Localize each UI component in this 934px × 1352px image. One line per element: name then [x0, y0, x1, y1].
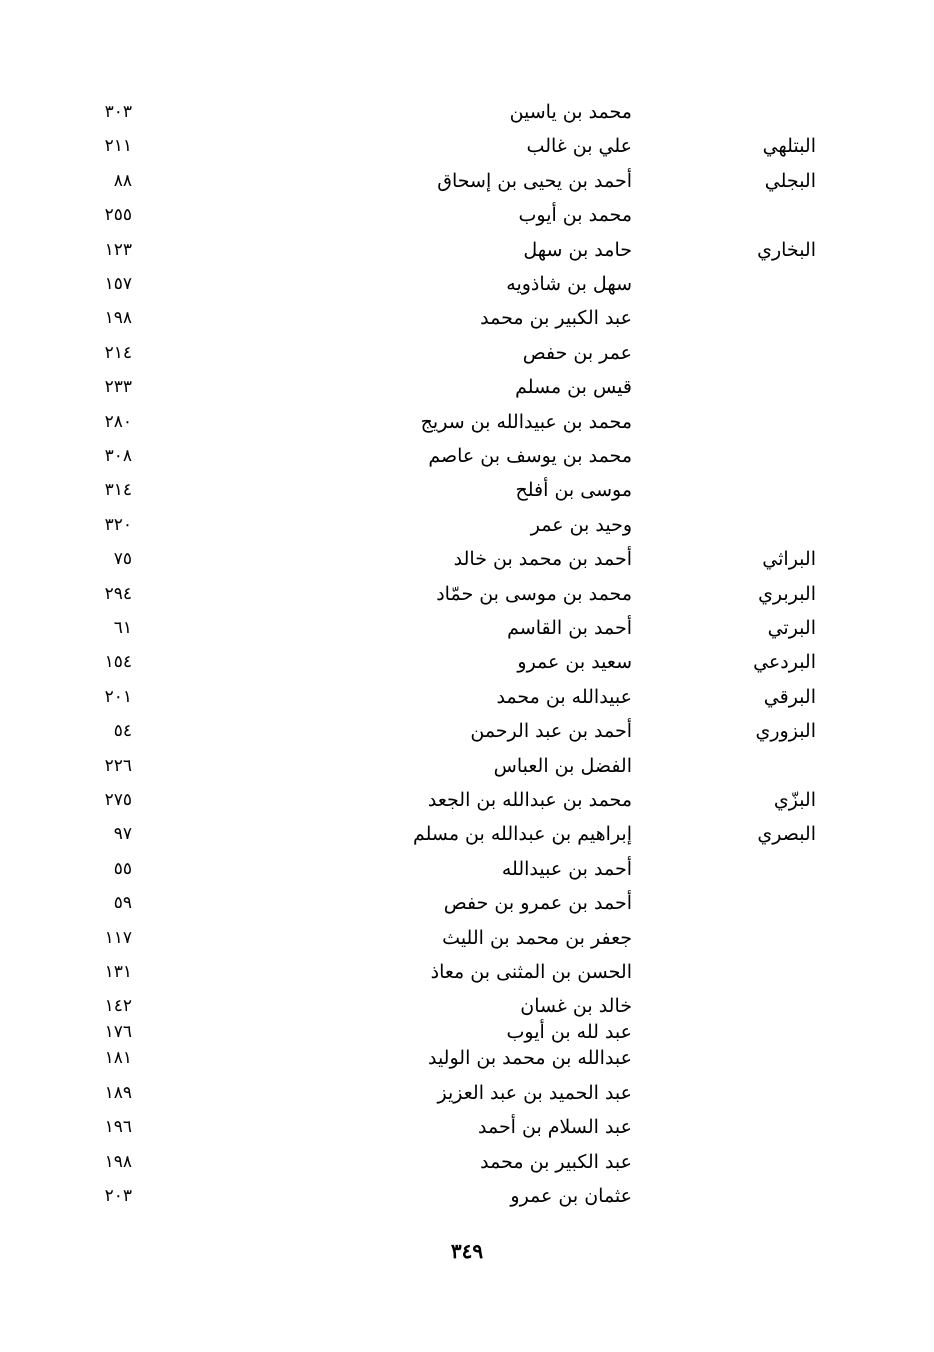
page-reference: ١٥٧ [104, 274, 132, 294]
person-name: عبد الكبير بن محمد [480, 307, 632, 329]
page-reference: ٢٧٥ [104, 790, 132, 810]
person-name: حامد بن سهل [523, 239, 632, 261]
page-reference: ١٣١ [104, 962, 132, 982]
page-reference: ١٥٤ [104, 652, 132, 672]
person-name: محمد بن عبدالله بن الجعد [427, 789, 632, 811]
person-name: علي بن غالب [526, 135, 632, 157]
index-row [0, 1076, 934, 1110]
index-row [0, 852, 934, 886]
person-name: أحمد بن عبد الرحمن [470, 720, 632, 742]
person-name: عثمان بن عمرو [510, 1185, 632, 1207]
index-row [0, 164, 934, 198]
index-row [0, 714, 934, 748]
index-row [0, 542, 934, 576]
person-name: أحمد بن عمرو بن حفص [443, 892, 632, 914]
person-name: سعيد بن عمرو [517, 651, 632, 673]
index-row [0, 921, 934, 955]
index-row [0, 233, 934, 267]
person-name: موسى بن أفلح [515, 479, 632, 501]
nisba-label: البجلي [764, 170, 816, 192]
index-row [0, 1179, 934, 1213]
index-row [0, 1110, 934, 1144]
person-name: أحمد بن عبيدالله [501, 858, 632, 880]
page-reference: ٢٠١ [104, 687, 132, 707]
index-row [0, 439, 934, 473]
page-reference: ٢٠٣ [104, 1186, 132, 1206]
person-name: عبدالله بن محمد بن الوليد [427, 1047, 632, 1069]
index-row [0, 301, 934, 335]
page-reference: ٢٩٤ [104, 584, 132, 604]
person-name: عبد الكبير بن محمد [480, 1151, 632, 1173]
nisba-label: البرقي [763, 686, 816, 708]
person-name: الفضل بن العباس [493, 755, 632, 777]
index-row [0, 370, 934, 404]
index-row [0, 783, 934, 817]
page-reference: ١١٧ [104, 928, 132, 948]
person-name: عبد السلام بن أحمد [477, 1116, 632, 1138]
page-reference: ٢١٤ [104, 343, 132, 363]
page-reference: ١٨٩ [104, 1083, 132, 1103]
index-row [0, 611, 934, 645]
person-name: إبراهيم بن عبدالله بن مسلم [412, 823, 632, 845]
person-name: سهل بن شاذويه [506, 273, 632, 295]
page-number: ٣٤٩ [450, 1239, 484, 1263]
nisba-label: البزوري [755, 720, 816, 742]
index-row [0, 749, 934, 783]
page-reference: ٣٢٠ [104, 515, 132, 535]
page-reference: ١٧٦ [104, 1022, 132, 1042]
nisba-label: البرتي [767, 617, 816, 639]
person-name: عبد لله بن أيوب [506, 1021, 632, 1043]
person-name: الحسن بن المثنى بن معاذ [430, 961, 632, 983]
nisba-label: البزّي [773, 789, 816, 811]
index-row [0, 336, 934, 370]
page-reference: ١٩٦ [104, 1117, 132, 1137]
index-row [0, 508, 934, 542]
page-reference: ٧٥ [113, 549, 132, 569]
page-reference: ٥٥ [113, 859, 132, 879]
person-name: وحيد بن عمر [530, 514, 632, 536]
index-row [0, 129, 934, 163]
index-row [0, 1145, 934, 1179]
nisba-label: البراثي [762, 548, 816, 570]
index-row [0, 955, 934, 989]
page-reference: ٥٩ [113, 893, 132, 913]
index-row [0, 1041, 934, 1075]
page-reference: ١٤٢ [104, 996, 132, 1016]
nisba-label: البخاري [757, 239, 816, 261]
nisba-label: البصري [757, 823, 816, 845]
person-name: عبد الحميد بن عبد العزيز [437, 1082, 632, 1104]
person-name: قيس بن مسلم [515, 376, 632, 398]
nisba-label: البردعي [753, 651, 816, 673]
index-row [0, 405, 934, 439]
person-name: محمد بن أيوب [518, 204, 632, 226]
page-reference: ٥٤ [113, 721, 132, 741]
person-name: محمد بن عبيدالله بن سريج [420, 411, 632, 433]
page-reference: ٦١ [113, 618, 132, 638]
nisba-label: البربري [758, 583, 816, 605]
page-reference: ٢٨٠ [104, 412, 132, 432]
page-reference: ١٩٨ [104, 1152, 132, 1172]
page-reference: ٣٠٨ [104, 446, 132, 466]
index-row [0, 473, 934, 507]
page-reference: ٢٢٦ [104, 756, 132, 776]
page-reference: ٨٨ [113, 171, 132, 191]
page-reference: ٢٣٣ [104, 377, 132, 397]
index-row [0, 886, 934, 920]
page-reference: ١٩٨ [104, 308, 132, 328]
page-reference: ٢١١ [104, 136, 132, 156]
index-row [0, 577, 934, 611]
person-name: أحمد بن يحيى بن إسحاق [437, 170, 632, 192]
index-row [0, 680, 934, 714]
index-row [0, 267, 934, 301]
person-name: أحمد بن القاسم [507, 617, 632, 639]
page-reference: ١٨١ [104, 1048, 132, 1068]
person-name: محمد بن موسى بن حمّاد [436, 583, 632, 605]
person-name: عبيدالله بن محمد [496, 686, 632, 708]
nisba-label: البتلهي [762, 135, 816, 157]
page-reference: ٢٥٥ [104, 205, 132, 225]
person-name: محمد بن ياسين [509, 101, 632, 123]
person-name: عمر بن حفص [522, 342, 632, 364]
page-reference: ١٢٣ [104, 240, 132, 260]
index-row [0, 645, 934, 679]
person-name: محمد بن يوسف بن عاصم [428, 445, 632, 467]
page-reference: ٣٠٣ [104, 102, 132, 122]
page-reference: ٩٧ [113, 824, 132, 844]
page-reference: ٣١٤ [104, 480, 132, 500]
index-row [0, 198, 934, 232]
index-row [0, 817, 934, 851]
person-name: خالد بن غسان [520, 995, 632, 1017]
index-row [0, 95, 934, 129]
person-name: أحمد بن محمد بن خالد [453, 548, 632, 570]
person-name: جعفر بن محمد بن الليث [442, 927, 632, 949]
